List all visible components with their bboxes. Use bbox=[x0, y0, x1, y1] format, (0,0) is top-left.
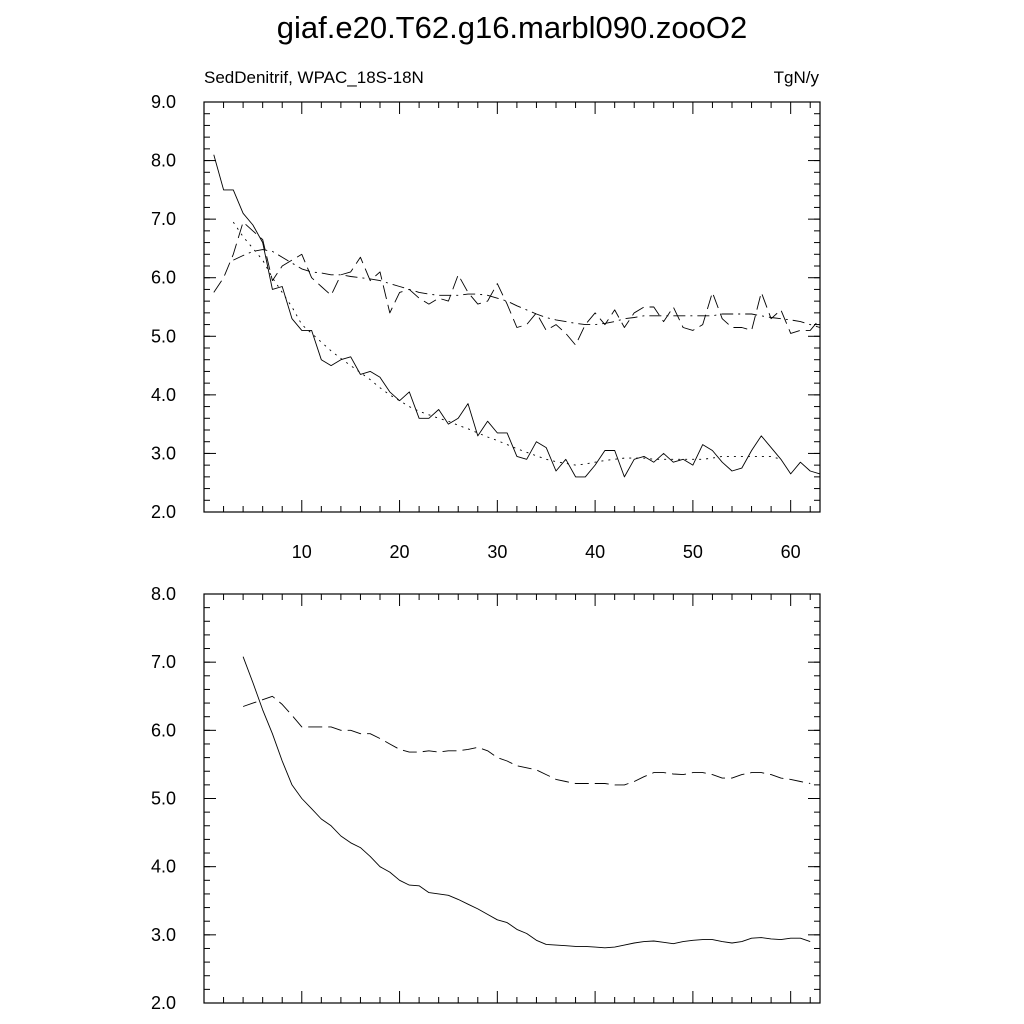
y-tick-label: 2.0 bbox=[150, 502, 176, 522]
y-tick-label: 3.0 bbox=[150, 924, 176, 945]
x-tick-label: 10 bbox=[291, 542, 312, 562]
subtitle-right: TgN/y bbox=[773, 68, 819, 87]
y-tick-label: 8.0 bbox=[150, 584, 176, 604]
series-line-dotted-trend bbox=[233, 222, 781, 465]
x-tick-label: 20 bbox=[389, 542, 410, 562]
y-tick-label: 9.0 bbox=[150, 92, 176, 112]
y-tick-label: 4.0 bbox=[150, 856, 176, 877]
subtitle-left: SedDenitrif, WPAC_18S-18N bbox=[204, 68, 424, 87]
y-tick-label: 6.0 bbox=[150, 720, 176, 741]
y-tick-label: 2.0 bbox=[150, 993, 176, 1013]
y-tick-label: 7.0 bbox=[150, 209, 176, 230]
x-tick-label: 50 bbox=[682, 542, 703, 562]
y-tick-label: 5.0 bbox=[150, 326, 176, 347]
figure-title: giaf.e20.T62.g16.marbl090.zooO2 bbox=[276, 10, 748, 45]
series-line-dashed-smooth bbox=[243, 696, 810, 785]
series-line-solid bbox=[214, 155, 820, 477]
y-tick-label: 5.0 bbox=[150, 788, 176, 809]
series-line-solid-smooth bbox=[243, 657, 810, 948]
bottom-panel bbox=[151, 584, 820, 1013]
y-tick-label: 3.0 bbox=[150, 443, 176, 464]
x-tick-label: 40 bbox=[585, 542, 606, 562]
y-tick-label: 7.0 bbox=[150, 652, 176, 673]
plot-frame bbox=[204, 594, 820, 1003]
series-line-dashdot-trend bbox=[233, 250, 820, 328]
y-tick-label: 6.0 bbox=[150, 267, 176, 288]
y-tick-label: 4.0 bbox=[150, 384, 176, 405]
plot-frame bbox=[204, 102, 820, 512]
y-tick-label: 8.0 bbox=[150, 150, 176, 171]
top-panel bbox=[151, 92, 820, 562]
x-tick-label: 30 bbox=[487, 542, 508, 562]
x-tick-label: 60 bbox=[780, 542, 801, 562]
